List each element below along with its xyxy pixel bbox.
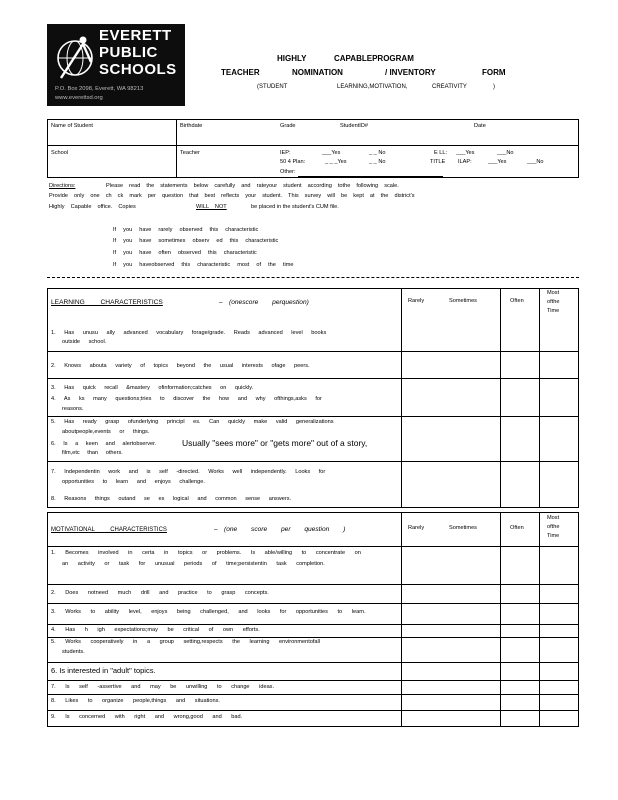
learning-item-6: 6. Is a keen and alertobserver. [51, 441, 157, 447]
col-most-2-2: ofthe [547, 524, 560, 530]
student-info-table [47, 119, 579, 178]
motivation-dash: – [214, 526, 218, 533]
field-student-name[interactable]: Name of Student [51, 123, 93, 129]
subtitle-student: (STUDENT [257, 84, 288, 90]
label-504-plan: 50 4 Plan: [280, 159, 306, 165]
subtitle-close: ) [493, 84, 495, 90]
motivation-item-9: 9. Is concerned with right and wrong,good and bad. [51, 714, 243, 720]
district-logo [47, 24, 185, 106]
learning-item-4-cont: reasons. [62, 406, 84, 412]
learning-item-2: 2. Knows abouta variety of topics beyond the usual interests ofage peers. [51, 363, 310, 369]
motivation-item-5: 5. Works cooperatively in a group setting,respects the learning environmentofall [51, 639, 321, 645]
col-rarely-2: Rarely [408, 525, 425, 531]
subtitle-learning: LEARNING,MOTIVATION, [337, 84, 408, 90]
title-form: FORM [482, 68, 506, 77]
scale-sometimes: If you have sometimes observ ed this characteristic [113, 238, 279, 244]
directions-line-1: Please read the statements below carefully and rateyour student according tothe following scale. [106, 183, 399, 189]
motivation-heading: MOTIVATIONAL CHARACTERISTICS [51, 527, 167, 533]
motivation-item-4: 4. Has h igh expectations;may be critical of own efforts. [51, 627, 260, 633]
ell-no-option[interactable]: ___No [497, 150, 514, 156]
col-most-3: Time [547, 308, 560, 314]
learning-item-8: 8. Reasons things outand se es logical and common sense answers. [51, 496, 292, 502]
logo-website: www.everettsd.org [55, 95, 103, 101]
subtitle-creativity: CREATIVITY [432, 84, 467, 90]
learning-item-5: 5. Has ready grasp ofunderlying principl es. Can quickly make valid generalizations [51, 419, 334, 425]
section-divider [47, 277, 579, 278]
learning-dash: – [219, 299, 223, 306]
motivation-note: (one score per question ) [224, 526, 346, 533]
learning-item-5-cont: aboutpeople,events or things. [62, 429, 150, 435]
ell-yes-option[interactable]: ___Yes [456, 150, 475, 156]
label-iep: IEP: [280, 150, 291, 156]
scale-most: If you haveobserved this characteristic most of the time [113, 262, 294, 268]
col-most-2-1: Most [547, 515, 560, 521]
learning-item-1-cont: outside school. [62, 339, 107, 345]
field-date[interactable]: Date [474, 123, 486, 129]
field-student-id[interactable]: StudentID# [340, 123, 368, 129]
motivation-item-5-cont: students. [62, 649, 85, 655]
col-rarely: Rarely [408, 298, 425, 304]
learning-item-7: 7. Independentin work and is self -directed. Works well independently. Looks for [51, 469, 326, 475]
learning-item-7-cont: opportunities to learn and enjoys challenge. [62, 479, 205, 485]
scale-often: If you have often observed this characteristic [113, 250, 257, 256]
directions-line-2: Provide only one ch ck mark per question that best reflects your student. This survey will be kept at the district's [49, 193, 415, 199]
label-ilap: ILAP: [458, 159, 472, 165]
logo-address: P.O. Box 2098, Everett, WA 98213 [55, 86, 144, 92]
label-ell: E LL: [434, 150, 448, 156]
motivation-item-2: 2. Does notneed much drill and practice to grasp concepts. [51, 590, 269, 596]
directions-will-not: WILL NOT [196, 204, 227, 210]
col-most-2: ofthe [547, 299, 560, 305]
logo-word-schools: SCHOOLS [99, 61, 177, 78]
plan504-no-option[interactable]: _ _ No [369, 159, 386, 165]
globe-figure-icon [53, 32, 97, 88]
ilap-no-option[interactable]: ___No [527, 159, 544, 165]
col-often: Often [510, 298, 524, 304]
ilap-yes-option[interactable]: ___Yes [488, 159, 507, 165]
learning-item-3: 3. Has quick recall &mastery ofinformation;catches on quickly. [51, 385, 254, 391]
learning-item-6-emphasis: Usually "sees more" or "gets more" out of a story, [182, 438, 368, 448]
logo-word-public: PUBLIC [99, 44, 158, 61]
field-birthdate[interactable]: Birthdate [180, 123, 203, 129]
col-sometimes: Sometimes [449, 298, 477, 304]
title-inventory: / INVENTORY [385, 68, 436, 77]
plan504-yes-option[interactable]: _ _ _Yes [325, 159, 347, 165]
motivation-item-3: 3. Works to ability level, enjoys being challenged, and looks for opportunities to learn. [51, 609, 366, 615]
motivation-item-1-cont: an activity or task for unusual periods of time;persistentin task completion. [62, 561, 325, 567]
title-capable-program: CAPABLEPROGRAM [334, 54, 414, 63]
iep-no-option[interactable]: _ _ No [369, 150, 386, 156]
title-nomination: NOMINATION [292, 68, 343, 77]
col-sometimes-2: Sometimes [449, 525, 477, 531]
col-often-2: Often [510, 525, 524, 531]
scale-rarely: If you have rarely observed this characteristic [113, 227, 259, 233]
learning-item-6-cont: film,etc than others. [62, 450, 123, 456]
motivation-item-1: 1. Becomes involved in certa in topics or problems. Is able/willing to concentrate on [51, 550, 361, 556]
learning-heading: LEARNING CHARACTERISTICS [51, 299, 163, 306]
learning-note: (onescore perquestion) [229, 299, 309, 306]
field-other[interactable]: Other: [280, 169, 296, 175]
field-grade[interactable]: Grade [280, 123, 296, 129]
label-title: TITLE [430, 159, 446, 165]
iep-yes-option[interactable]: ___Yes [322, 150, 341, 156]
directions-label: Directions: [49, 183, 76, 189]
field-school[interactable]: School [51, 150, 69, 156]
title-highly: HIGHLY [277, 54, 307, 63]
motivation-item-6: 6. Is interested in "adult" topics. [51, 666, 156, 675]
col-most-2-3: Time [547, 533, 560, 539]
logo-word-everett: EVERETT [99, 27, 172, 44]
directions-line-3a: Highly Capable office. Copies [49, 204, 136, 210]
col-most-1: Most [547, 290, 560, 296]
learning-item-1: 1. Has unusu ally advanced vocabulary forage/grade. Reads advanced level books [51, 330, 327, 336]
title-teacher: TEACHER [221, 68, 260, 77]
motivation-item-7: 7. Is self -assertive and may be unwilling to change ideas. [51, 684, 275, 690]
motivation-item-8: 8. Likes to organize people,things and situations. [51, 698, 220, 704]
learning-item-4: 4. As ks many questions;tries to discover the how and why ofthings,asks for [51, 396, 322, 402]
field-teacher[interactable]: Teacher [180, 150, 200, 156]
directions-line-3c: be placed in the student's CUM file. [251, 204, 339, 210]
